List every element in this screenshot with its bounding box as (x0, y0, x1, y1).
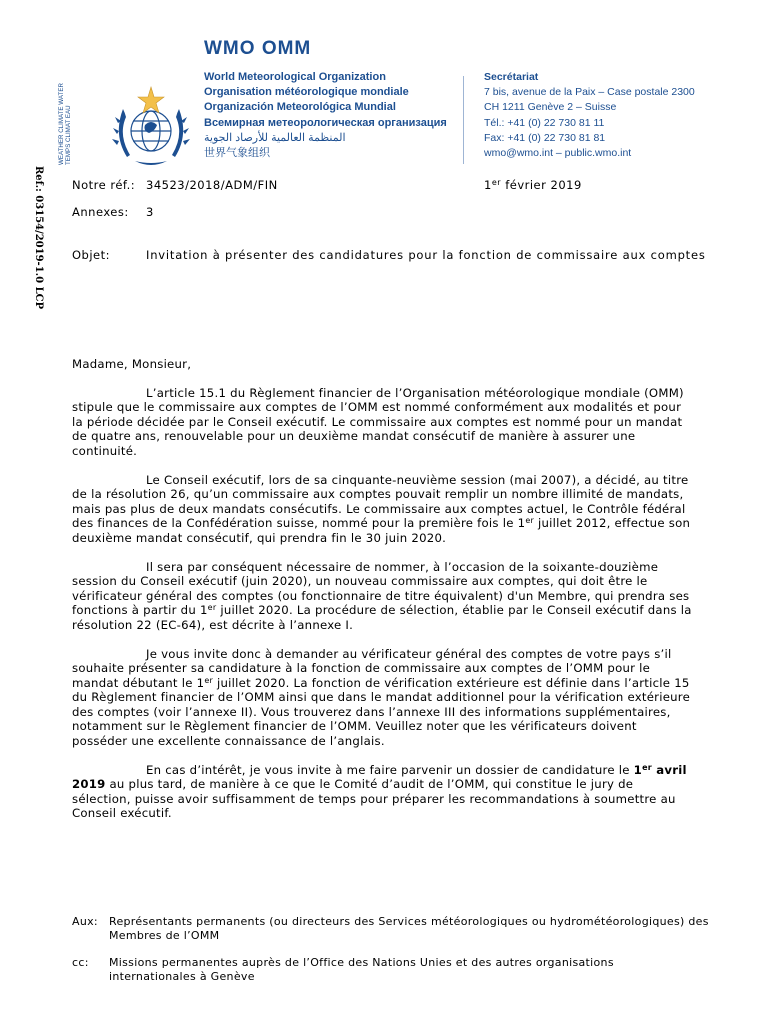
secretariat-line: wmo@wmo.int – public.wmo.int (484, 147, 632, 160)
secretariat-line: 7 bis, avenue de la Paix – Case postale 2300 (484, 86, 695, 99)
secretariat-title: Secrétariat (484, 71, 539, 83)
paragraph: En cas d’intérêt, je vous invite à me faire parvenir un dossier de candidature le 1er avril 2019 au plus tard, de manière à ce que le Comité d’audit de l’OMM, qui constitue le jury de sélection, puisse avoir suffisamment de temps pour préparer les recommandations à soumettre au Conseil exécutif. (72, 762, 687, 821)
annex-value: 3 (146, 205, 154, 219)
cc-recipients: Missions permanentes auprès de l’Office des Nations Unies et des autres organisations internationales à Genève (109, 956, 614, 984)
org-name-zh: 世界气象组织 (204, 147, 270, 160)
salutation: Madame, Monsieur, (72, 357, 192, 371)
secretariat-line: Fax: +41 (0) 22 730 81 81 (484, 131, 606, 144)
paragraph: Je vous invite donc à demander au vérificateur général des comptes de votre pays s’il souhaite présenter sa candidature à la fonction de commissaire aux comptes de l’OMM pour le mandat débutant le 1er juillet 2020. La fonction de vérification extérieure est définie dans l’article 15 du Règlement financier de l’OMM ainsi que dans le mandat additionnel pour la vérification extérieure des comptes (voir l’annexe II). Vous trouverez dans l’annexe III des informations supplémentaires, notamment sur le Règlement financier de l’OMM. Veuillez noter que les vérificateurs doivent posséder une excellente connaissance de l’anglais. (72, 646, 691, 749)
org-name-en: World Meteorological Organization (204, 71, 386, 83)
vertical-tagline: WEATHER CLIMATE WATER TEMPS CLIMAT EAU (58, 83, 72, 165)
brand-title: WMO OMM (204, 38, 312, 59)
side-reference: Ref.: 03154/2019-1.0 LCP (33, 166, 44, 310)
aux-label: Aux: (72, 915, 98, 928)
letter-date: 1er février 2019 (484, 178, 582, 192)
org-name-fr: Organisation météorologique mondiale (204, 86, 409, 99)
org-name-es: Organización Meteorológica Mundial (204, 101, 396, 114)
letterhead-divider (463, 76, 464, 164)
annex-label: Annexes: (72, 205, 129, 219)
reference-label: Notre réf.: (72, 178, 136, 192)
secretariat-line: Tél.: +41 (0) 22 730 81 11 (484, 116, 605, 129)
secretariat-address (484, 70, 695, 161)
reference-value: 34523/2018/ADM/FIN (146, 178, 278, 192)
wmo-emblem-icon (105, 85, 197, 173)
letter-body (72, 357, 694, 821)
subject-label: Objet: (72, 248, 111, 262)
paragraph: L’article 15.1 du Règlement financier de l’Organisation météorologique mondiale (OMM) stipule que le commissaire aux comptes de l’OMM est nommé conformément aux modalités et pour la période décidée par le Conseil exécutif. Le commissaire aux comptes est nommé pour un mandat de quatre ans, renouvelable pour un deuxième mandat consécutif de manière à assurer une continuité. (72, 385, 684, 458)
org-name-ar: المنظمة العالمية للأرصاد الجوية (204, 131, 346, 144)
organization-names (204, 70, 447, 161)
subject-value: Invitation à présenter des candidatures pour la fonction de commissaire aux comptes (146, 248, 706, 262)
paragraph: Il sera par conséquent nécessaire de nommer, à l’occasion de la soixante-douzième session du Conseil exécutif (juin 2020), un nouveau commissaire aux comptes, qui doit être le vérificateur général des comptes (ou fonctionnaire de titre équivalent) d'un Membre, qui prendra ses fonctions à partir du 1er juillet 2020. La procédure de sélection, établie par le Conseil exécutif dans la résolution 22 (EC-64), est décrite à l’annexe I. (72, 559, 692, 632)
deadline-date: 1er avril 2019 (72, 762, 687, 792)
org-name-ru: Всемирная метеорологическая организация (204, 116, 447, 129)
aux-recipients: Représentants permanents (ou directeurs des Services météorologiques ou hydrométéorologiques) des Membres de l’OMM (109, 915, 709, 943)
paragraph: Le Conseil exécutif, lors de sa cinquante-neuvième session (mai 2007), a décidé, au titre de la résolution 26, qu’un commissaire aux comptes pouvait remplir un nombre illimité de mandats, mais pas plus de deux mandats consécutifs. Le commissaire aux comptes actuel, le Contrôle fédéral des finances de la Confédération suisse, nommé pour la première fois le 1er juillet 2012, effectue son deuxième mandat consécutif, qui prendra fin le 30 juin 2020. (72, 472, 691, 545)
secretariat-line: CH 1211 Genève 2 – Suisse (484, 101, 617, 114)
cc-label: cc: (72, 956, 89, 969)
